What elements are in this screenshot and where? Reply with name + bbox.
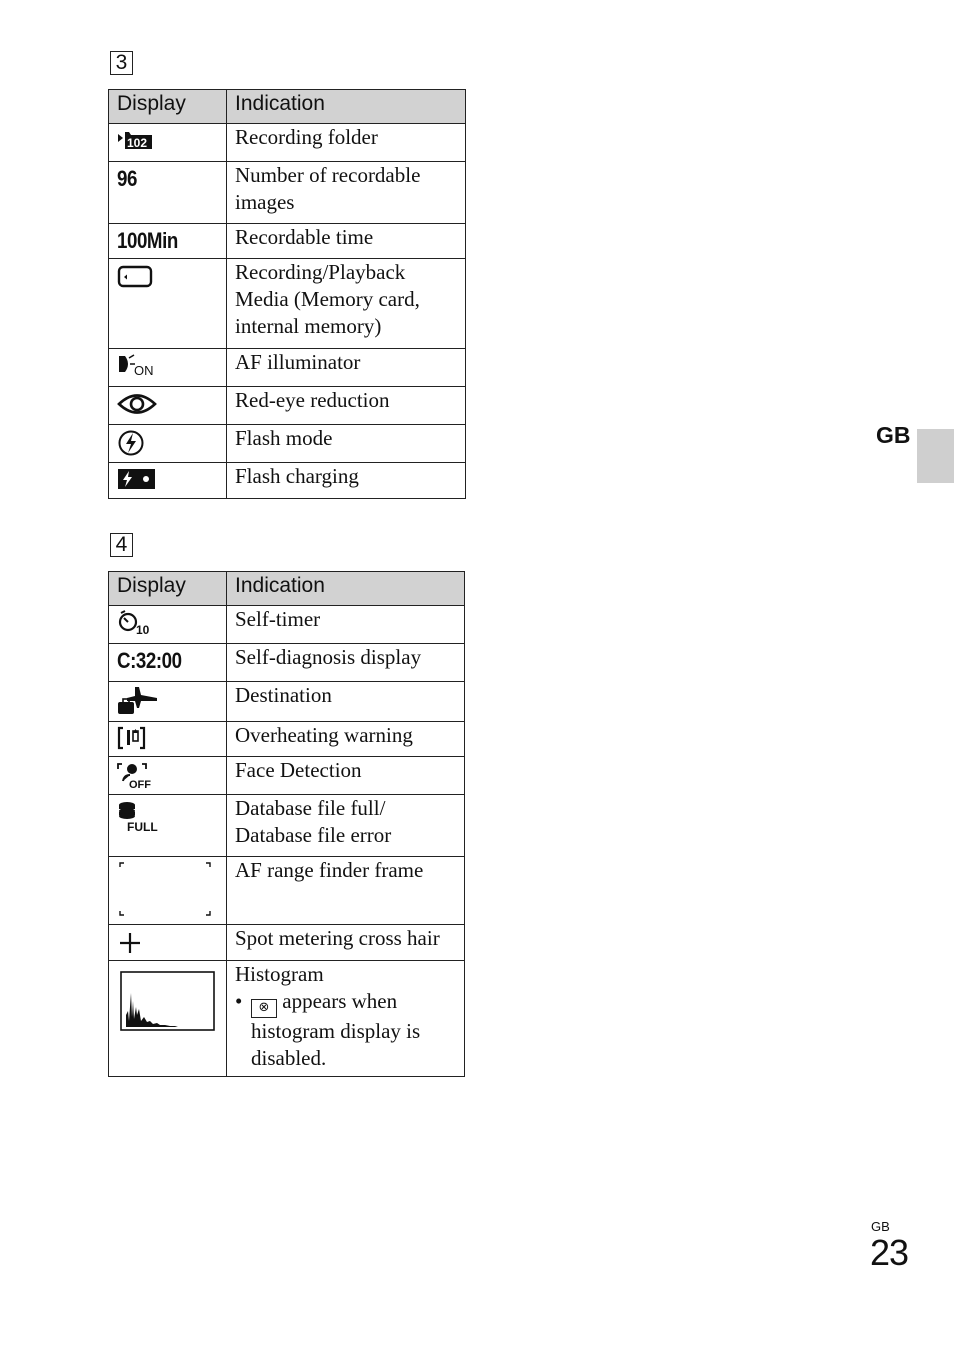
recordable-time: 100Min: [117, 228, 178, 253]
af-range-frame-icon: [117, 906, 213, 923]
destination-airplane-icon: [117, 703, 159, 720]
database-full-icon: [117, 820, 161, 837]
indication-text: Database file full/ Database file error: [227, 795, 465, 857]
self-diagnosis-code: C:32:00: [117, 648, 182, 673]
indication-text: Flash mode: [227, 425, 466, 463]
indication-text: Overheating warning: [227, 722, 465, 757]
flash-mode-icon: [117, 444, 147, 461]
page-language: GB: [871, 1219, 890, 1234]
header-indication: Indication: [227, 90, 466, 124]
red-eye-icon: [117, 404, 157, 421]
table-row: [109, 606, 465, 644]
indication-text: Red-eye reduction: [227, 387, 466, 425]
self-timer-10-icon: [117, 623, 153, 640]
table-row: [109, 857, 465, 925]
display-table-3: [108, 89, 466, 499]
table-row: [109, 224, 466, 259]
bullet: •: [235, 989, 243, 1013]
memory-card-icon: [117, 276, 153, 293]
indication-text: Destination: [227, 682, 465, 722]
language-tab-label: GB: [876, 422, 911, 448]
indication-text: Recording folder: [227, 124, 466, 162]
indication-text: Self-diagnosis display: [227, 644, 465, 682]
section-number-4: 4: [110, 533, 133, 557]
note-text: appears when histogram display is disabled.: [251, 989, 421, 1070]
table-row: [109, 387, 466, 425]
table-row: [109, 259, 466, 349]
table-row: [109, 162, 466, 224]
indication-text: Histogram: [235, 962, 324, 986]
recording-folder-102-icon: [117, 137, 153, 154]
indication-text: Face Detection: [227, 757, 465, 795]
table-row: [109, 644, 465, 682]
table-row: [109, 349, 466, 387]
page-number: 23: [870, 1232, 909, 1273]
language-tab-marker: [917, 429, 954, 483]
svg-text:102: 102: [127, 136, 148, 150]
recordable-images-count: 96: [117, 166, 137, 191]
flash-charging-icon: [117, 478, 157, 495]
indication-text: Number of recordable images: [227, 162, 466, 224]
header-indication: Indication: [227, 572, 465, 606]
overheating-icon: [117, 737, 147, 754]
display-table-4: [108, 571, 465, 1077]
table-row: [109, 425, 466, 463]
table-row: [109, 463, 466, 499]
histogram-note: [235, 988, 458, 1072]
indication-text: Self-timer: [227, 606, 465, 644]
crosshair-icon: [117, 942, 143, 959]
histogram-icon: [120, 1020, 216, 1037]
svg-text:OFF: OFF: [129, 779, 151, 789]
face-detection-off-icon: [117, 776, 157, 793]
indication-text: Spot metering cross hair: [227, 925, 465, 961]
header-display: Display: [109, 90, 227, 124]
indication-text: Recording/Playback Media (Memory card, internal memory): [227, 259, 466, 349]
table-row: [109, 757, 465, 795]
svg-text:FULL: FULL: [127, 820, 158, 833]
af-illuminator-on-icon: [117, 364, 161, 381]
table-row: [109, 795, 465, 857]
table-row: [109, 682, 465, 722]
table-row: [109, 722, 465, 757]
table-row: [109, 961, 465, 1077]
svg-text:10: 10: [136, 623, 150, 636]
indication-text: Flash charging: [227, 463, 466, 499]
table-row: [109, 925, 465, 961]
indication-text: Recordable time: [227, 224, 466, 259]
table-row: [109, 124, 466, 162]
section-number-3: 3: [110, 51, 133, 75]
header-display: Display: [109, 572, 227, 606]
histogram-disabled-icon: ⊗: [251, 999, 277, 1018]
indication-text: AF illuminator: [227, 349, 466, 387]
svg-text:ON: ON: [134, 363, 154, 377]
indication-text: AF range finder frame: [227, 857, 465, 925]
